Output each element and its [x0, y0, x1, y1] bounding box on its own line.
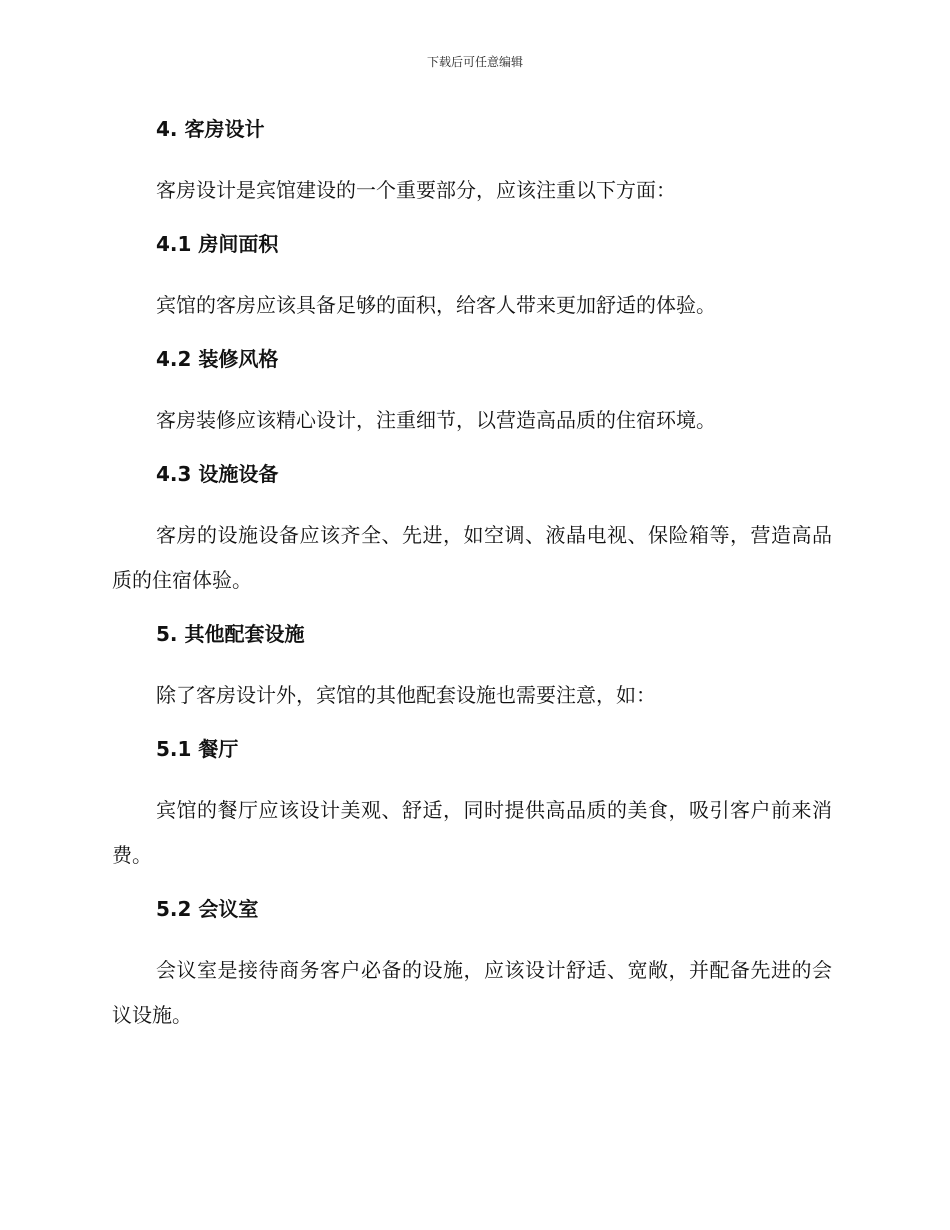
section-heading-5: 5. 其他配套设施	[156, 622, 305, 646]
section-heading-4-3: 4.3 设施设备	[156, 462, 279, 486]
section-5-1-paragraph: 宾馆的餐厅应该设计美观、舒适，同时提供高品质的美食，吸引客户前来消费。	[112, 798, 832, 867]
section-5-2-paragraph: 会议室是接待商务客户必备的设施，应该设计舒适、宽敞，并配备先进的会议设施。	[112, 958, 832, 1027]
section-heading-5-2: 5.2 会议室	[156, 897, 259, 921]
section-5-paragraph: 除了客房设计外，宾馆的其他配套设施也需要注意，如：	[156, 683, 656, 707]
section-heading-5-1: 5.1 餐厅	[156, 737, 239, 761]
section-4-1-paragraph: 宾馆的客房应该具备足够的面积，给客人带来更加舒适的体验。	[156, 293, 716, 317]
section-4-3-paragraph: 客房的设施设备应该齐全、先进，如空调、液晶电视、保险箱等，营造高品质的住宿体验。	[112, 523, 832, 592]
section-4-paragraph: 客房设计是宾馆建设的一个重要部分，应该注重以下方面：	[156, 178, 676, 202]
page-header-note: 下载后可任意编辑	[426, 55, 523, 69]
section-heading-4-1: 4.1 房间面积	[156, 232, 279, 256]
section-heading-4: 4. 客房设计	[156, 117, 265, 141]
document-body	[112, 110, 832, 1038]
section-heading-4-2: 4.2 装修风格	[156, 347, 279, 371]
section-4-2-paragraph: 客房装修应该精心设计，注重细节，以营造高品质的住宿环境。	[156, 408, 716, 432]
